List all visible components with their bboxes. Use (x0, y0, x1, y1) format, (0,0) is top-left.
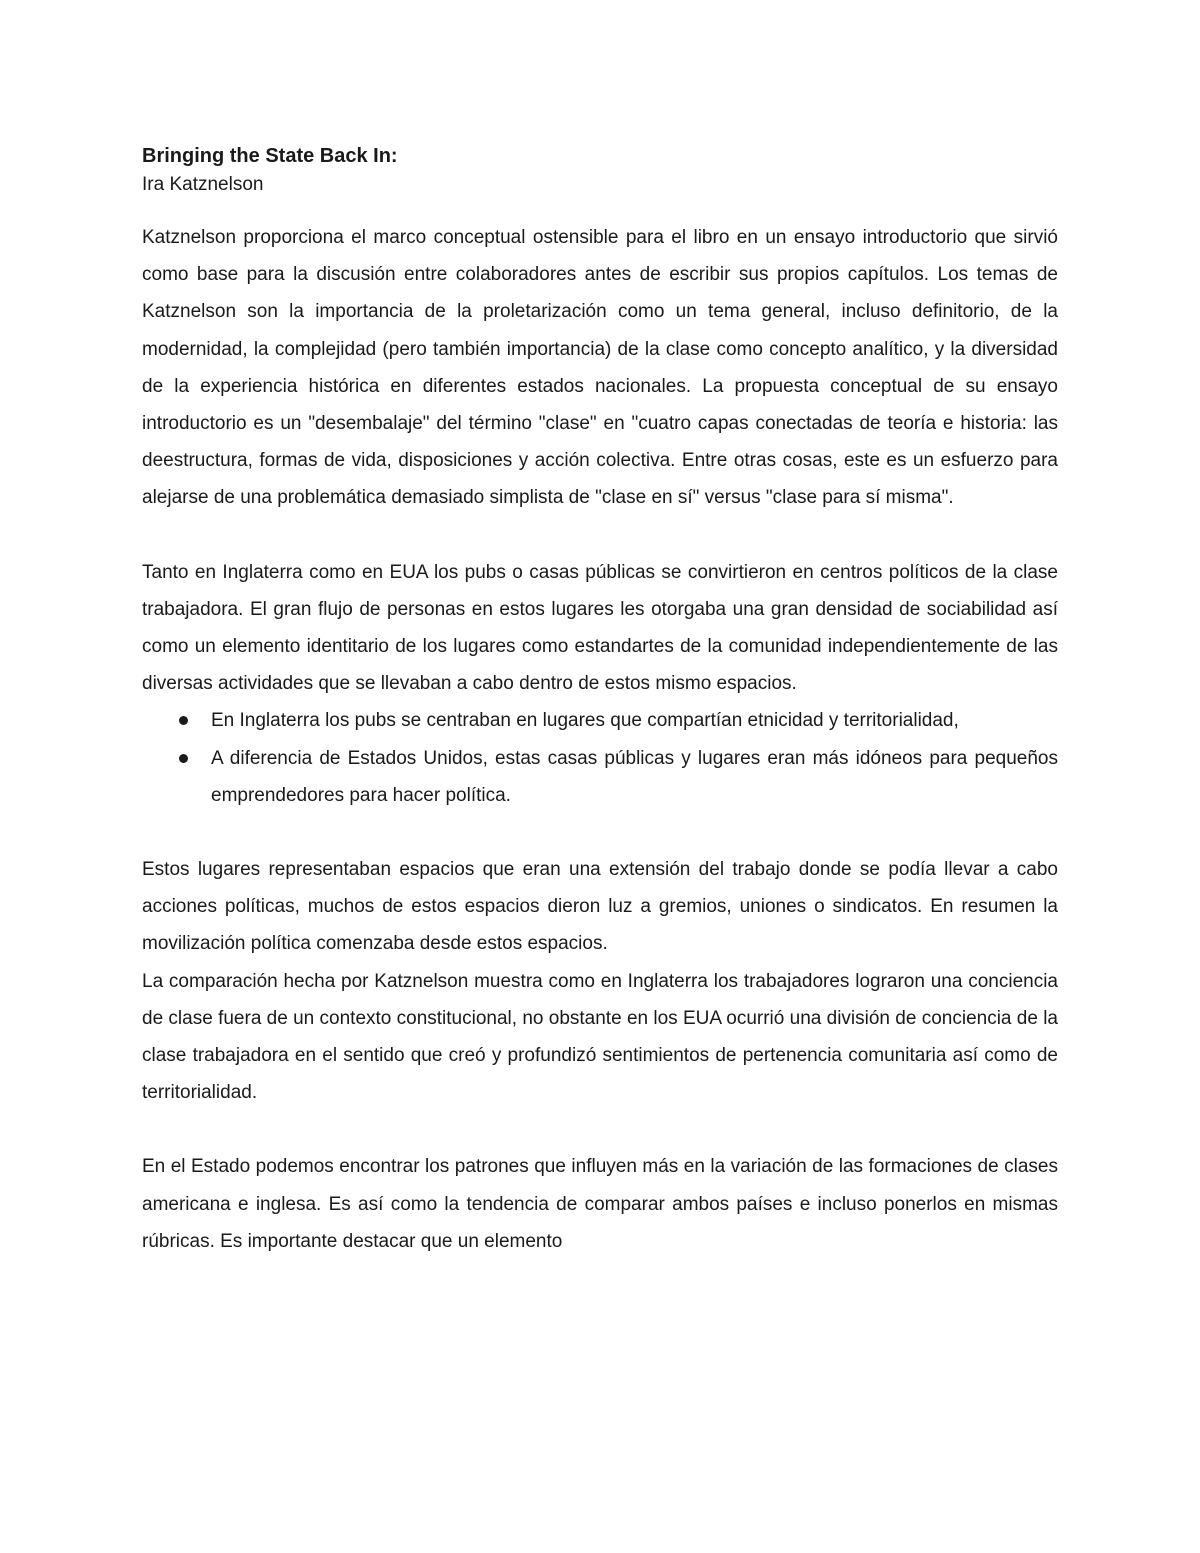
bullet-list (142, 702, 1058, 814)
paragraph-spacer (142, 814, 1058, 851)
bullet-dot-icon (179, 716, 188, 725)
document-page (142, 143, 1058, 1260)
document-title: Bringing the State Back In: (142, 145, 398, 167)
list-item (211, 740, 1058, 814)
list-item (211, 702, 1058, 739)
document-author: Ira Katznelson (142, 174, 264, 195)
paragraph-pubs: Tanto en Inglaterra como en EUA los pubs o casas públicas se convirtieron en centros políticos de la clase trabajadora. El gran flujo de personas en estos lugares les otorgaba una gran densidad de sociabilidad así como un elemento identitario de los lugares como estandartes de la comunidad independientemente de las diversas actividades que se llevaban a cabo dentro de estos mismo espacios. (142, 561, 1058, 695)
paragraph-spacer (142, 517, 1058, 554)
paragraph-spacer (142, 1111, 1058, 1148)
list-item-text: A diferencia de Estados Unidos, estas casas públicas y lugares eran más idóneos para pequeños emprendedores para hacer política. (211, 747, 1058, 806)
paragraph-comparison: La comparación hecha por Katznelson muestra como en Inglaterra los trabajadores lograron una conciencia de clase fuera de un contexto constitucional, no obstante en los EUA ocurrió una división de conciencia de la clase trabajadora en el sentido que creó y profundizó sentimientos de pertenencia comunitaria así como de territorialidad. (142, 970, 1058, 1104)
paragraph-intro: Katznelson proporciona el marco conceptual ostensible para el libro en un ensayo introductorio que sirvió como base para la discusión entre colaboradores antes de escribir sus propios capítulos. Los temas de Katznelson son la importancia de la proletarización como un tema general, incluso definitorio, de la modernidad, la complejidad (pero también importancia) de la clase como concepto analítico, y la diversidad de la experiencia histórica en diferentes estados nacionales. La propuesta conceptual de su ensayo introductorio es un "desembalaje" del término "clase" en "cuatro capas conectadas de teoría e historia: las deestructura, formas de vida, disposiciones y acción colectiva. Entre otras cosas, este es un esfuerzo para alejarse de una problemática demasiado simplista de "clase en sí" versus "clase para sí misma". (142, 227, 1058, 509)
list-item-text: En Inglaterra los pubs se centraban en lugares que compartían etnicidad y territorialidad, (211, 710, 959, 732)
bullet-dot-icon (179, 754, 188, 763)
paragraph-state: En el Estado podemos encontrar los patrones que influyen más en la variación de las formaciones de clases americana e inglesa. Es así como la tendencia de comparar ambos países e incluso ponerlos en mismas rúbricas. Es importante destacar que un elemento (142, 1156, 1058, 1252)
paragraph-spaces: Estos lugares representaban espacios que eran una extensión del trabajo donde se podía llevar a cabo acciones políticas, muchos de estos espacios dieron luz a gremios, uniones o sindicatos. En resumen la movilización política comenzaba desde estos espacios. (142, 859, 1058, 955)
